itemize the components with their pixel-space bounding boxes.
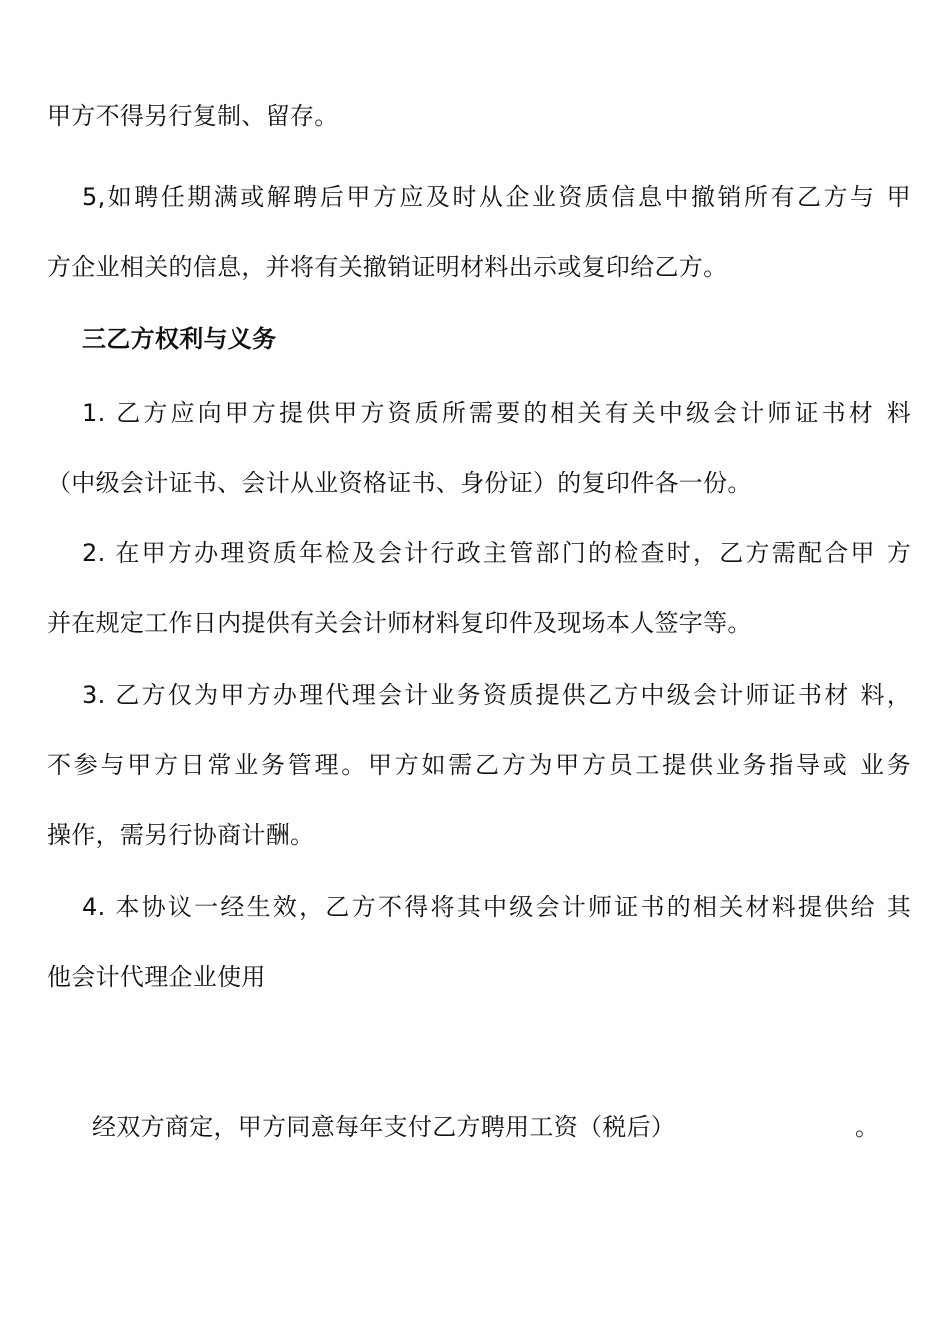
paragraph-line: 甲方不得另行复制、留存。 [47,102,339,130]
paragraph-line: 操作，需另行协商计酬。 [47,821,315,849]
paragraph-line: 他会计代理企业使用 [47,963,266,991]
paragraph-line: 5,如聘任期满或解聘后甲方应及时从企业资质信息中撤销所有乙方与 甲 [82,183,911,211]
salary-clause: 经双方商定，甲方同意每年支付乙方聘用工资（税后） [92,1113,676,1141]
paragraph-line: 1. 乙方应向甲方提供甲方资质所需要的相关有关中级会计师证书材 料 [82,399,911,427]
paragraph-line: 方企业相关的信息，并将有关撤销证明材料出示或复印给乙方。 [47,253,728,281]
paragraph-line: 4. 本协议一经生效，乙方不得将其中级会计师证书的相关材料提供给 其 [82,893,911,921]
salary-clause-period: 。 [855,1113,879,1141]
paragraph-line: （中级会计证书、会计从业资格证书、身份证）的复印件各一份。 [47,469,752,497]
section-heading: 三乙方权利与义务 [82,325,277,353]
paragraph-line: 2. 在甲方办理资质年检及会计行政主管部门的检查时，乙方需配合甲 方 [82,539,911,567]
paragraph-line: 不参与甲方日常业务管理。甲方如需乙方为甲方员工提供业务指导或 业务 [47,751,911,779]
paragraph-line: 3. 乙方仅为甲方办理代理会计业务资质提供乙方中级会计师证书材 料， [82,681,911,709]
paragraph-line: 并在规定工作日内提供有关会计师材料复印件及现场本人签字等。 [47,609,752,637]
